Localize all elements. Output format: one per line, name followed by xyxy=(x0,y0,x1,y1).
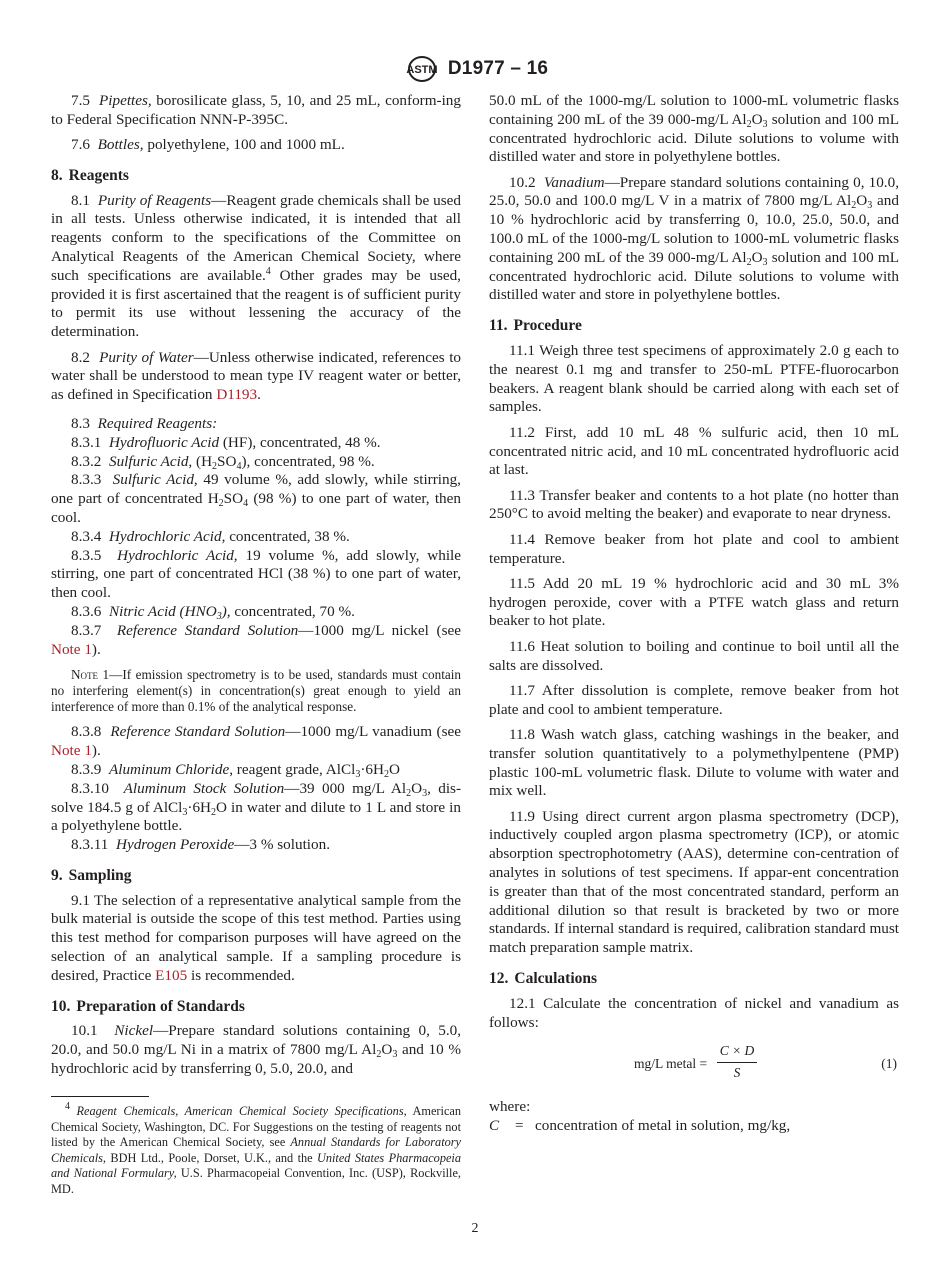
where-label: where: xyxy=(489,1098,531,1116)
equation-number: (1) xyxy=(881,1056,897,1072)
section-7-6: 7.6 Bottles, polyethylene, 100 and 1000 mL. xyxy=(71,136,345,154)
where-item: C = concentration of metal in solution, mg/kg, xyxy=(489,1117,791,1135)
section-8-3-5: 8.3.5 Hydrochloric Acid, 19 volume %, add slowly, while stirring, one part of concentrated HCl (38 %) to one part of water, then cool. xyxy=(51,546,461,602)
equation-1 xyxy=(489,1042,899,1086)
right-column xyxy=(489,92,899,1136)
section-8-3-6: 8.3.6 Nitric Acid $(HNO_3)$, concentrated, 70 %. xyxy=(71,602,355,622)
section-11-3: 11.3 Transfer beaker and contents to a hot plate (no hotter than 250°C to avoid melting the beaker) and evaporate to near dryness. xyxy=(489,486,899,523)
section-8-3: 8.3 Required Reagents: xyxy=(71,414,218,432)
section-8-3-9: 8.3.9 Aluminum Chloride, reagent grade, $AlCl_3\cdot 6H_2O$ xyxy=(71,760,400,780)
section-9-1: 9.1 The selection of a representative analytical sample from the bulk material is outside the scope of this test method. Parties using this test method for comparison purposes will have agreed on the selection of an analytical sample. If a sampling procedure is desired, Practice E105 is recommended. xyxy=(51,891,461,984)
equation-fraction xyxy=(717,1042,757,1083)
section-11-8: 11.8 Wash watch glass, catching washings in the beaker, and transfer solution quantitatively to a polymethylpentene (PMP) plastic 100-mL volumetric flask. Dilute to volume with water and mix well. xyxy=(489,725,899,800)
link-d1193[interactable]: D1193 xyxy=(216,386,258,404)
section-8-3-2: 8.3.2 Sulfuric Acid, $(H_2SO_4)$, concentrated, 98 %. xyxy=(71,452,375,472)
equation-lhs: mg/L metal = xyxy=(634,1056,708,1072)
page-number: 2 xyxy=(471,1221,479,1236)
document-id: D1977 – 16 xyxy=(447,58,549,79)
section-7-5: 7.5 Pipettes, borosilicate glass, 5, 10, and 25 mL, conform-ing to Federal Specification NNN-P-395C. xyxy=(51,92,461,128)
section-8-3-10: 8.3.10 Aluminum Stock Solution—39 000 mg/L $Al_2O_3$, dis-solve 184.5 g of $AlCl_3\cdot 6H_2O$ in water and dilute to 1 L and store in a polyethylene bottle. xyxy=(51,779,462,835)
section-11-5: 11.5 Add 20 mL 19 % hydrochloric acid and 30 mL 3% hydrogen peroxide, cover with a PTFE watch glass and return beaker to hot plate. xyxy=(489,574,899,630)
section-12-1: 12.1 Calculate the concentration of nickel and vanadium as follows: xyxy=(489,994,899,1031)
section-8-3-11: 8.3.11 Hydrogen Peroxide—3 % solution. xyxy=(71,836,331,854)
section-10-2: 10.2 Vanadium—Prepare standard solutions containing 0, 10.0, 25.0, 50.0 and 100.0 mg/L V in a matrix of 7800 mg/L $Al_2O_3$ and 10 % hydrochloric acid by transferring 0, 10.0, 25.0, 50.0, and 100.0 mL of the 1000-mg/L solution to 1000-mL volumetric flasks containing 200 mL of the 39 000-mg/L $Al_2O_3$ solution and 100 mL concentrated hydrochloric acid. Dilute solutions to volume with distilled water and store in polyethylene bottles. xyxy=(489,173,899,304)
heading-procedure: 11. Procedure xyxy=(489,317,582,335)
section-8-3-7: 8.3.7 Reference Standard Solution—1000 mg/L nickel (see Note 1). xyxy=(51,621,461,658)
astm-logo-icon xyxy=(402,56,442,82)
heading-reagents: 8. Reagents xyxy=(51,166,129,184)
footnote-4: $^4$ Reagent Chemicals, American Chemical Society Specifications, American Chemical Society, Washington, DC. For Suggestions on the testing of reagents not listed by the American Chemical Society, see Annual Standards for Laboratory Chemicals, BDH Ltd., Poole, Dorset, U.K., and the United States Pharmacopeia and National Formulary, U.S. Pharmacopeial Convention, Inc. (USP), Rockville, MD. xyxy=(51,1101,462,1196)
link-note-1[interactable]: Note 1 xyxy=(51,742,92,760)
section-11-2: 11.2 First, add 10 mL 48 % sulfuric acid, then 10 mL concentrated nitric acid, and 10 mL concentrated hydrofluoric acid at last. xyxy=(489,423,899,479)
section-8-1: 8.1 Purity of Reagents—Reagent grade chemicals shall be used in all tests. Unless otherwise indicated, it is intended that all reagents conform to the specifications of the Committee on Analytical Reagents of the American Chemical Society, where such specifications are available.$^4$ Other grades may be used, provided it is first ascertained that the reagent is of sufficient purity to permit its use without lessening the accuracy of the determination. xyxy=(51,191,461,341)
svg-text:ASTM: ASTM xyxy=(406,64,438,76)
page-header xyxy=(0,56,950,82)
equation-numerator: C × D xyxy=(717,1042,757,1063)
left-column xyxy=(51,92,461,1085)
link-note-1[interactable]: Note 1 xyxy=(51,640,92,658)
link-e105[interactable]: E105 xyxy=(155,966,188,984)
section-8-3-3: 8.3.3 Sulfuric Acid, 49 volume %, add slowly, while stirring, one part of concentrated $H_2SO_4$ (98 %) to one part of water, then cool. xyxy=(51,471,461,526)
footnote-ref[interactable]: 4 xyxy=(265,265,271,277)
section-11-7: 11.7 After dissolution is complete, remove beaker from hot plate and cool to ambient temperature. xyxy=(489,681,899,718)
heading-preparation-of-standards: 10. Preparation of Standards xyxy=(51,997,245,1015)
equation-denominator: S xyxy=(733,1065,741,1081)
section-8-3-4: 8.3.4 Hydrochloric Acid, concentrated, 38 %. xyxy=(71,527,350,545)
section-11-9: 11.9 Using direct current argon plasma spectrometry (DCP), inductively coupled argon plasma spectrometry (ICP), or atomic absorption spectrophotometry (AAS), determine con-centration of analytes in solutions of test specimens. If appar-ent concentration is greater than that of the most concentrated standard, perform an additional dilution so that result is bracketed by two or more standards. If internal standard is required, calibration standard must match preparation sample matrix. xyxy=(489,807,899,957)
section-8-2: 8.2 Purity of Water—Unless otherwise indicated, references to water shall be understood to mean type IV reagent water or better, as defined in Specification D1193. xyxy=(51,348,462,404)
note-1: Note 1—If emission spectrometry is to be used, standards must contain no interfering element(s) in concentration(s) great enough to yield an interference of more than 0.1% of the analytical response. xyxy=(51,667,461,715)
heading-sampling: 9. Sampling xyxy=(51,866,132,884)
section-8-3-1: 8.3.1 Hydrofluoric Acid (HF), concentrated, 48 %. xyxy=(71,433,381,451)
section-8-3-8: 8.3.8 Reference Standard Solution—1000 mg/L vanadium (see Note 1). xyxy=(51,723,461,760)
heading-calculations: 12. Calculations xyxy=(489,969,598,987)
section-10-1-continued: 50.0 mL of the 1000-mg/L solution to 1000-mL volumetric flasks containing 200 mL of the 39 000-mg/L $Al_2O_3$ solution and 100 mL concentrated hydrochloric acid. Dilute solutions to volume with distilled water and store in polyethylene bottles. xyxy=(489,92,899,166)
footnote-divider xyxy=(51,1096,149,1097)
section-11-6: 11.6 Heat solution to boiling and continue to boil until all the salts are dissolved. xyxy=(489,637,899,674)
section-11-4: 11.4 Remove beaker from hot plate and cool to ambient temperature. xyxy=(489,530,899,567)
section-11-1: 11.1 Weigh three test specimens of approximately 2.0 g each to the nearest 0.1 mg and transfer to 250-mL PTFE-fluorocarbon beakers. A reagent blank should be carried along with each set of samples. xyxy=(489,342,899,416)
section-10-1: 10.1 Nickel—Prepare standard solutions containing 0, 5.0, 20.0, and 50.0 mg/L Ni in a matrix of 7800 mg/L $Al_2O_3$ and 10 % hydrochloric acid by transferring 0, 5.0, 20.0, and xyxy=(51,1022,462,1078)
